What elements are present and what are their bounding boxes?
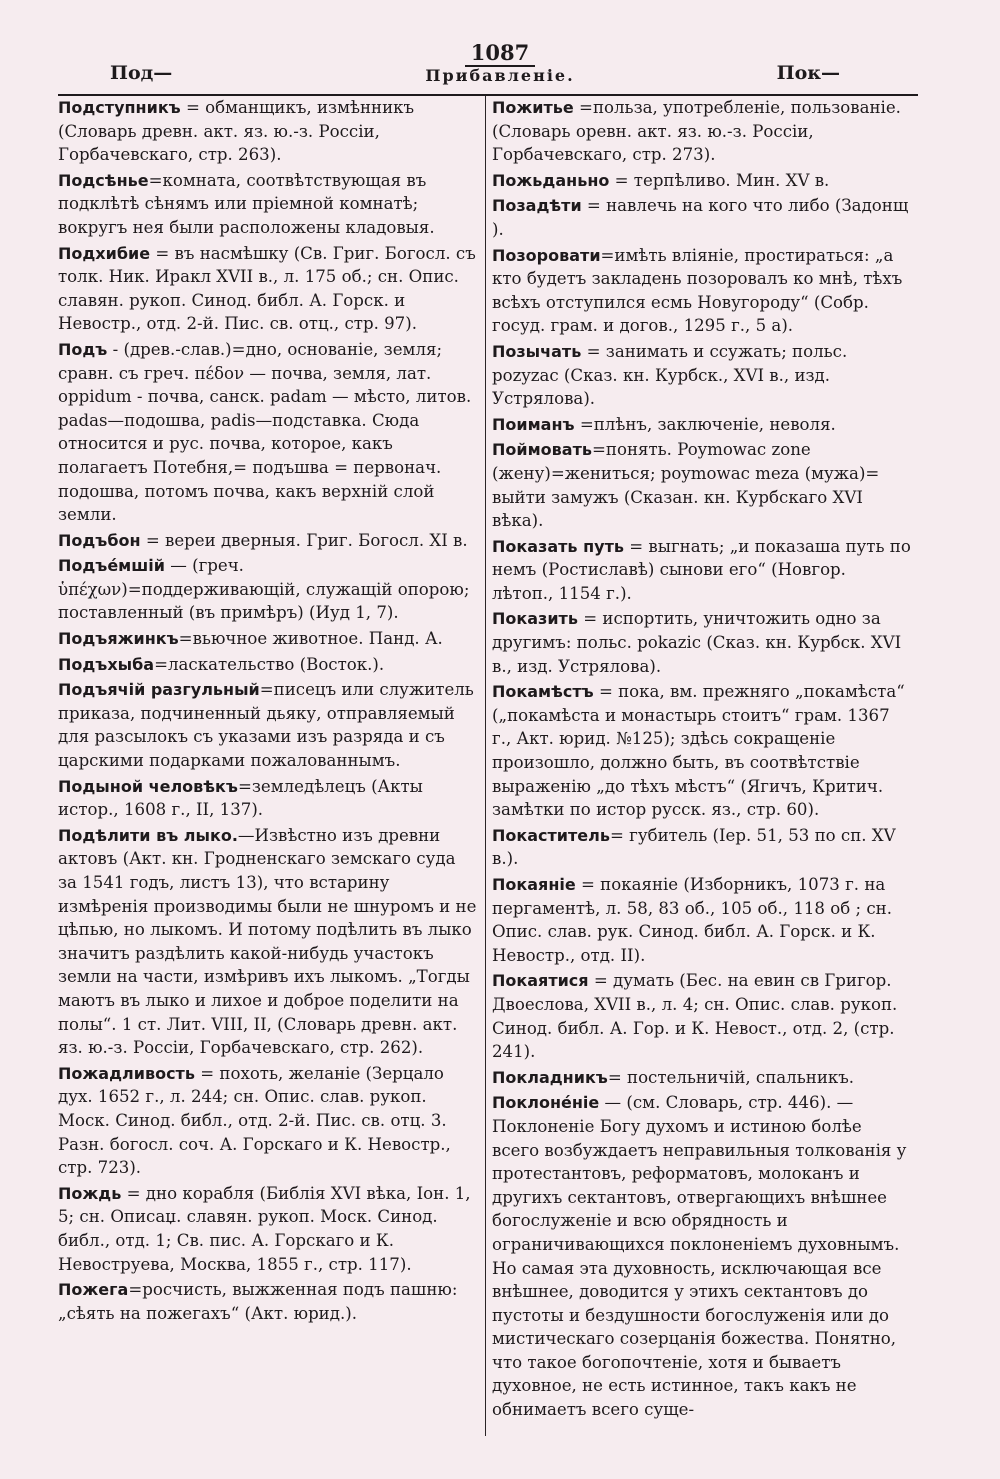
entry-definition: - (древ.-слав.)=дно, основаніе, земля; сравн. съ греч. πέδον — почва, земля, лат. oppidum - почва, санск. padam — мѣсто, литов. padas—подошва, padis—подставка. Сюда относится и рус. почва, которое, какъ полагаетъ Потебня,= подъшва = первонач. подошва, потомъ почва, какъ верхній слой земли. bbox=[58, 339, 472, 525]
dictionary-entry bbox=[492, 535, 912, 606]
dictionary-entry bbox=[58, 1062, 478, 1180]
entry-definition: —Извѣстно изъ древни актовъ (Акт. кн. Гродненскаго земскаго суда за 1541 годъ, листъ 13), что встарину измѣренія производимы были не шнуромъ и не цѣпью, но лыкомъ. И потому подѣлить въ лыко значитъ раздѣлить какой-нибудь участокъ земли на части, измѣривъ ихъ лыкомъ. „Тогды маютъ въ лыко и лихое и доброе поделити на полы“. 1 ст. Лит. VIII, II, (Словарь древн. акт. яз. ю.-з. Россіи, Горбачевскаго, стр. 262). bbox=[58, 825, 477, 1058]
dictionary-entry bbox=[58, 678, 478, 772]
dictionary-entry bbox=[492, 244, 912, 338]
entry-headword: Подхибие bbox=[58, 243, 151, 263]
entry-headword: Покаятися bbox=[492, 971, 589, 991]
entry-definition: — (см. Словарь, стр. 446). — Поклоненіе Богу духомъ и истиною болѣе всего возбуждаетъ неправильныя толкованія у протестантовъ, реформатовъ, молоканъ и другихъ сектантовъ, отвергающихъ внѣшнее богослуженіе и всю обрядность и ограничивающихся поклоненіемъ духовнымъ. Но самая эта духовность, исключающая все внѣшнее, доводится у этихъ сектантовъ до пустоты и бездушности богослуженія или до мистическаго созерцанія божества. Понятно, что такое богопочтеніе, хотя и бываетъ духовное, не есть истинное, такъ какъ не обнимаетъ всего суще- bbox=[492, 1093, 907, 1420]
entry-headword: Позычать bbox=[492, 341, 582, 361]
entry-headword: Подступникъ bbox=[58, 98, 181, 117]
dictionary-entry bbox=[492, 1091, 912, 1421]
entry-headword: Поиманъ bbox=[492, 414, 575, 434]
entry-headword: Позадѣти bbox=[492, 196, 582, 216]
dictionary-entry bbox=[58, 96, 478, 167]
entry-headword: Пожитье bbox=[492, 98, 574, 117]
dictionary-entry bbox=[58, 824, 478, 1060]
entry-definition: = пока, вм. прежняго „покамѣста“ („покамѣста и монастырь стоитъ“ грам. 1367 г., Акт. юрид. №125); здѣсь сокращеніе произошло, должно быть, въ соотвѣтствіе выраженію „до тѣхъ мѣстъ“ (Ягичъ, Критич. замѣтки по истор русск. яз., стр. 60). bbox=[492, 682, 905, 820]
running-header-right: Пок— bbox=[776, 62, 840, 84]
dictionary-entry bbox=[492, 1066, 912, 1090]
running-header bbox=[0, 62, 1000, 94]
dictionary-entry bbox=[492, 824, 912, 871]
entry-headword: Подъхыба bbox=[58, 654, 155, 674]
entry-definition: =имѣть вліяніе, простираться: „а кто будетъ закладень позоровалъ ко мнѣ, тѣхъ всѣхъ отступился есмь Новугороду“ (Собр. госуд. грам. и догов., 1295 г., 5 а). bbox=[492, 245, 903, 336]
entry-headword: Подыной человѣкъ bbox=[58, 776, 238, 796]
entry-definition: =понять. Poymowac zone (жену)=жениться; poymowac meza (мужа)= выйти замужъ (Сказан. кн. Курбскаго XVI вѣка). bbox=[492, 440, 880, 531]
entry-definition: = губитель (Іер. 51, 53 по сп. XV в.). bbox=[492, 825, 896, 869]
dictionary-entry bbox=[492, 340, 912, 411]
page-number-text: 1087 bbox=[465, 40, 535, 67]
entry-definition: = вереи дверныя. Григ. Богосл. XI в. bbox=[140, 530, 468, 550]
entry-headword: Подъе́мшій bbox=[58, 556, 165, 576]
dictionary-entry bbox=[492, 413, 912, 437]
dictionary-entry bbox=[58, 529, 478, 553]
entry-headword: Покаяніе bbox=[492, 875, 576, 894]
entry-headword: Покладникъ bbox=[492, 1067, 608, 1087]
entry-definition: = занимать и ссужать; польс. pozyzac (Сказ. кн. Курбск., XVI в., изд. Устрялова). bbox=[492, 341, 848, 409]
entry-definition: = испортить, уничтожить одно за другимъ: польс. pokazic (Сказ. кн. Курбск. XVI в., изд. Устрялова). bbox=[492, 609, 902, 676]
running-header-left: Под— bbox=[110, 62, 173, 84]
entry-definition: = терпѣливо. Мин. XV в. bbox=[609, 170, 830, 190]
dictionary-entry bbox=[58, 169, 478, 240]
left-column bbox=[58, 96, 478, 1327]
running-header-center: Прибавленіе. bbox=[425, 66, 575, 85]
dictionary-entry bbox=[492, 169, 912, 193]
dictionary-entry bbox=[492, 438, 912, 532]
entry-definition: =плѣнъ, заключеніе, неволя. bbox=[574, 414, 836, 434]
entry-headword: Подъбон bbox=[58, 530, 141, 550]
right-column bbox=[492, 96, 912, 1424]
entry-definition: =польза, употребленіе, пользованіе. (Словарь оревн. акт. яз. ю.-з. Россіи, Горбачевскаго, стр. 273). bbox=[492, 98, 901, 165]
entry-headword: Пожадливость bbox=[58, 1063, 195, 1083]
entry-definition: = выгнать; „и показаша путь по немъ (Ростиславѣ) сынови его“ (Новгор. лѣтоп., 1154 г.). bbox=[492, 536, 911, 603]
entry-headword: Покамѣстъ bbox=[492, 682, 594, 702]
entry-definition: = похоть, желаніе (Зерцало дух. 1652 г., л. 244; сн. Опис. слав. рукоп. Моск. Синод. библ., отд. 2-й. Пис. св. отц. 3. Разн. богосл. соч. А. Горскаго и К. Невостр., стр. 723). bbox=[58, 1063, 451, 1178]
entry-headword: Пождь bbox=[58, 1183, 122, 1203]
dictionary-entry bbox=[492, 969, 912, 1063]
entry-definition: =писецъ или служитель приказа, подчиненный дьяку, отправляемый для разсылокъ съ указами изъ разряда и съ царскими подарками пожалованнымъ. bbox=[58, 680, 474, 771]
entry-headword: Показать путь bbox=[492, 536, 624, 556]
dictionary-entry bbox=[58, 554, 478, 625]
entry-headword: Покаститель bbox=[492, 825, 610, 845]
dictionary-entry bbox=[58, 775, 478, 822]
dictionary-entry bbox=[492, 607, 912, 678]
dictionary-entry bbox=[492, 194, 912, 241]
entry-definition: =комната, соотвѣтствующая въ подклѣтѣ сѣнямъ или пріемной комнатѣ; вокругъ нея были расположены кладовыя. bbox=[58, 170, 435, 237]
entry-definition: = навлечь на кого что либо (Задонщ ). bbox=[492, 196, 909, 239]
dictionary-entry bbox=[492, 873, 912, 967]
entry-headword: Пожега bbox=[58, 1280, 129, 1300]
dictionary-entry bbox=[492, 96, 912, 167]
entry-definition: = дно корабля (Библія XVI вѣка, Іон. 1, 5; сн. Описаџ. славян. рукоп. Моск. Синод. библ., отд. 1; Св. пис. А. Горскаго и К. Невоструева, Москва, 1855 г., стр. 117). bbox=[58, 1183, 471, 1274]
entry-definition: =росчисть, выжженная подъ пашню: „сѣять на пожегахъ“ (Акт. юрид.). bbox=[58, 1280, 458, 1323]
entry-headword: Показить bbox=[492, 609, 578, 629]
entry-headword: Поклоне́ніе bbox=[492, 1093, 600, 1113]
dictionary-entry bbox=[58, 627, 478, 651]
dictionary-entry bbox=[58, 338, 478, 527]
entry-definition: = въ насмѣшку (Св. Григ. Богосл. съ толк. Ник. Иракл XVII в., л. 175 об.; сн. Опис. славян. рукоп. Синод. библ. А. Горск. и Невостр., отд. 2-й. Пис. св. отц., стр. 97). bbox=[58, 243, 476, 334]
dictionary-entry bbox=[58, 1182, 478, 1276]
entry-definition: = покаяніе (Изборникъ, 1073 г. на пергаментѣ, л. 58, 83 об., 105 об., 118 об ; сн. Опис. слав. рук. Синод. библ. А. Горск. и К. Невостр., отд. II). bbox=[492, 875, 893, 965]
entry-headword: Подъяжинкъ bbox=[58, 629, 179, 649]
entry-definition: =вьючное животное. Панд. А. bbox=[178, 629, 443, 649]
dictionary-entry bbox=[58, 653, 478, 677]
entry-headword: Подсѣнье bbox=[58, 170, 149, 190]
dictionary-entry bbox=[492, 680, 912, 822]
column-divider bbox=[485, 96, 486, 1436]
entry-definition: =земледѣлецъ (Акты истор., 1608 г., II, 137). bbox=[58, 776, 423, 820]
entry-headword: Подъ bbox=[58, 339, 108, 359]
entry-definition: = обманщикъ, измѣнникъ (Словарь древн. акт. яз. ю.-з. Россіи, Горбачевскаго, стр. 263). bbox=[58, 98, 415, 165]
entry-definition: = постельничій, спальникъ. bbox=[607, 1067, 855, 1087]
dictionary-entry bbox=[58, 242, 478, 336]
entry-headword: Поймовать bbox=[492, 440, 592, 460]
entry-headword: Подѣлити въ лыко. bbox=[58, 825, 238, 845]
entry-definition: =ласкательство (Восток.). bbox=[154, 654, 385, 674]
entry-headword: Подъячій разгульный bbox=[58, 680, 260, 700]
entry-definition: = думать (Бес. на евин св Григор. Двоеслова, XVII в., л. 4; сн. Опис. слав. рукоп. Синод. библ. А. Гор. и К. Невост., отд. 2, (стр. 241). bbox=[492, 971, 898, 1062]
entry-definition: — (греч. ὑπέχων)=поддерживающій, служащій опорою; поставленный (въ примѣръ) (Иуд 1, 7). bbox=[58, 556, 470, 623]
entry-headword: Пожьданьно bbox=[492, 170, 610, 190]
dictionary-entry bbox=[58, 1278, 478, 1325]
entry-headword: Позоровати bbox=[492, 245, 601, 265]
